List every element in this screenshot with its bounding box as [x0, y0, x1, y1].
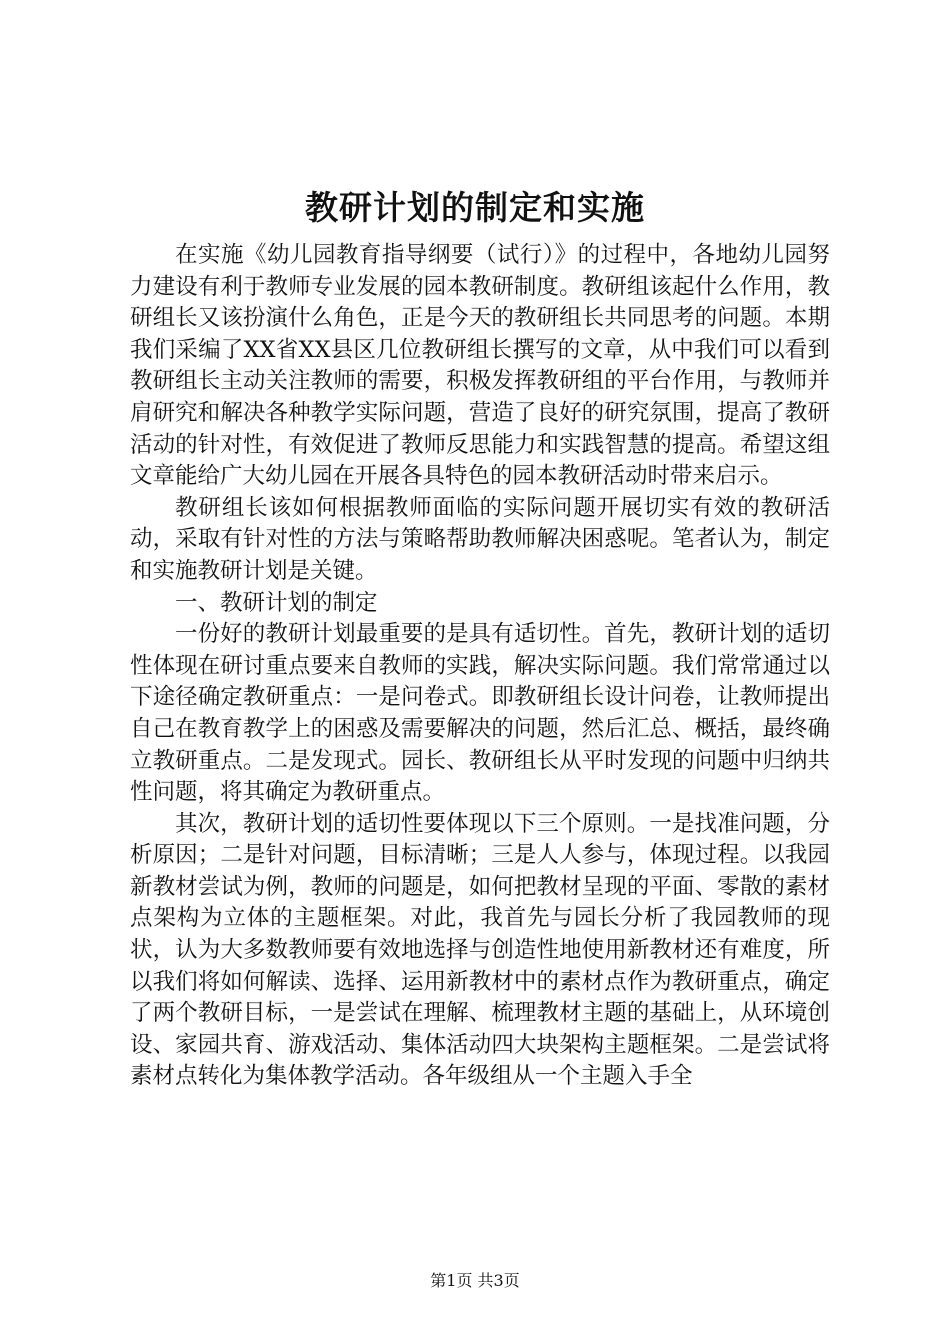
document-body — [130, 240, 830, 1093]
paragraph-intro: 在实施《幼儿园教育指导纲要（试行）》的过程中，各地幼儿园努力建设有利于教师专业发展的园本教研制度。教研组该起什么作用，教研组长又该扮演什么角色，正是今天的教研组长共同思考的问题。本期我们采编了XX省XX县区几位教研组长撰写的文章，从中我们可以看到教研组长主动关注教师的需要，积极发挥教研组的平台作用，与教师并肩研究和解决各种教学实际问题，营造了良好的研究氛围，提高了教研活动的针对性，有效促进了教师反思能力和实践智慧的提高。希望这组文章能给广大幼儿园在开展各具特色的园本教研活动时带来启示。 — [130, 242, 830, 490]
paragraph-question: 教研组长该如何根据教师面临的实际问题开展切实有效的教研活动，采取有针对性的方法与策略帮助教师解决困惑呢。笔者认为，制定和实施教研计划是关键。 — [130, 494, 830, 584]
paragraph-principles: 其次，教研计划的适切性要体现以下三个原则。一是找准问题，分析原因；二是针对问题，目标清晰；三是人人参与，体现过程。以我园新教材尝试为例，教师的问题是，如何把教材呈现的平面、零散的素材点架构为立体的主题框架。对此，我首先与园长分析了我园教师的现状，认为大多数教师要有效地选择与创造性地使用新教材还有难度，所以我们将如何解读、选择、运用新教材中的素材点作为教研重点，确定了两个教研目标，一是尝试在理解、梳理教材主题的基础上，从环境创设、家园共育、游戏活动、集体活动四大块架构主题框架。二是尝试将素材点转化为集体教学活动。各年级组从一个主题入手全 — [130, 810, 830, 1090]
section-heading-plan-making: 一、教研计划的制定 — [175, 589, 378, 616]
document-title: 教研计划的制定和实施 — [305, 188, 645, 227]
paragraph-appropriateness: 一份好的教研计划最重要的是具有适切性。首先，教研计划的适切性体现在研讨重点要来自教师的实践，解决实际问题。我们常常通过以下途径确定教研重点：一是问卷式。即教研组长设计问卷，让教师提出自己在教育教学上的困惑及需要解决的问题，然后汇总、概括，最终确立教研重点。二是发现式。园长、教研组长从平时发现的问题中归纳共性问题，将其确定为教研重点。 — [130, 621, 830, 806]
page-footer: 第1页 共3页 — [430, 1271, 520, 1290]
